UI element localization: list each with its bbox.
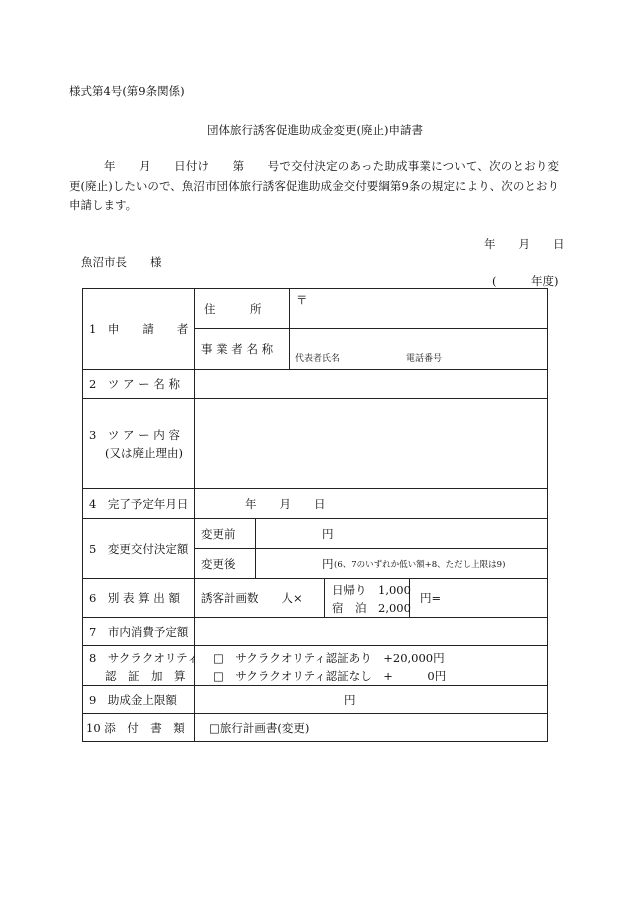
row-line-2: [82, 398, 548, 399]
document-title: 団体旅行誘客促進助成金変更(廃止)申請書: [207, 123, 423, 137]
calc-amount-label: 6 別 表 算 出 額: [89, 591, 180, 605]
application-form-table: [82, 288, 548, 742]
attachments-value: □旅行計画書(変更): [209, 721, 310, 735]
form-number: 様式第4号(第9条関係): [69, 84, 185, 98]
table-border-right: [547, 288, 548, 742]
applicant-inner-line: [194, 328, 548, 329]
tour-name-label: 2 ツ ア ー 名 称: [89, 377, 180, 391]
row-line-3: [82, 488, 548, 489]
certification-yes-option: □ サクラクオリティ認証あり +20,000円: [213, 651, 445, 665]
date-line: 年 月 日: [484, 237, 565, 251]
table-border-top: [82, 288, 548, 289]
table-border-left: [82, 288, 83, 742]
addressee: 魚沼市長 様: [81, 255, 162, 269]
after-change-label: 変更後: [201, 557, 236, 571]
upper-limit-label: 9 助成金上限額: [89, 693, 177, 707]
abolition-reason-label: (又は廃止理由): [105, 446, 183, 460]
attachments-label: 10 添 付 書 類: [86, 721, 185, 735]
row-line-9: [82, 713, 548, 714]
grant-amount-label: 5 変更交付決定額: [89, 542, 189, 556]
certification-label-2: 認 証 加 算: [105, 669, 186, 683]
after-change-value: 円: [322, 557, 334, 571]
fiscal-year: ( 年度): [492, 274, 559, 288]
tour-content-label: 3 ツ ア ー 内 容: [89, 428, 180, 442]
table-border-bottom: [82, 741, 548, 742]
overnight-rate: 宿 泊 2,000: [332, 601, 411, 615]
local-spend-label: 7 市内消費予定額: [89, 625, 189, 639]
row-line-7: [82, 645, 548, 646]
calc-divider-1: [324, 578, 325, 617]
before-change-value: 円: [322, 527, 334, 541]
row-line-5: [82, 578, 548, 579]
body-paragraph: 年 月 日付け 第 号で交付決定のあった助成事業について、次のとおり変更(廃止)したいので、魚沼市団体旅行誘客促進助成金交付要綱第9条の規定により、次のとおり申請します。: [69, 159, 559, 212]
applicant-label: 1 申 請 者: [89, 322, 189, 336]
representative-label: 代表者氏名: [295, 354, 341, 364]
postal-mark: 〒: [296, 293, 308, 307]
row-line-4: [82, 518, 548, 519]
label-column-divider: [194, 288, 195, 742]
certification-no-option: □ サクラクオリティ認証なし + 0円: [213, 669, 447, 683]
visitor-count: 誘客計画数 人×: [201, 591, 303, 605]
upper-limit-value: 円: [344, 693, 356, 707]
business-name-label: 事 業 者 名 称: [201, 342, 274, 356]
certification-label: 8 サクラクオリティ: [89, 651, 199, 665]
row-line-8: [82, 685, 548, 686]
phone-label: 電話番号: [406, 354, 443, 364]
grant-inner-line: [194, 548, 548, 549]
completion-date-label: 4 完了予定年月日: [89, 497, 189, 511]
row-line-1: [82, 369, 548, 370]
calc-result: 円=: [420, 591, 442, 605]
grant-inner-divider: [255, 518, 256, 578]
applicant-inner-divider: [289, 288, 290, 369]
address-label: 住 所: [204, 302, 262, 316]
after-change-note: (6、7のいずれか低い額+8、ただし上限は9): [334, 560, 506, 570]
day-trip-rate: 日帰り 1,000: [332, 583, 411, 597]
before-change-label: 変更前: [201, 527, 236, 541]
row-line-6: [82, 617, 548, 618]
completion-date-value: 年 月 日: [245, 497, 326, 511]
